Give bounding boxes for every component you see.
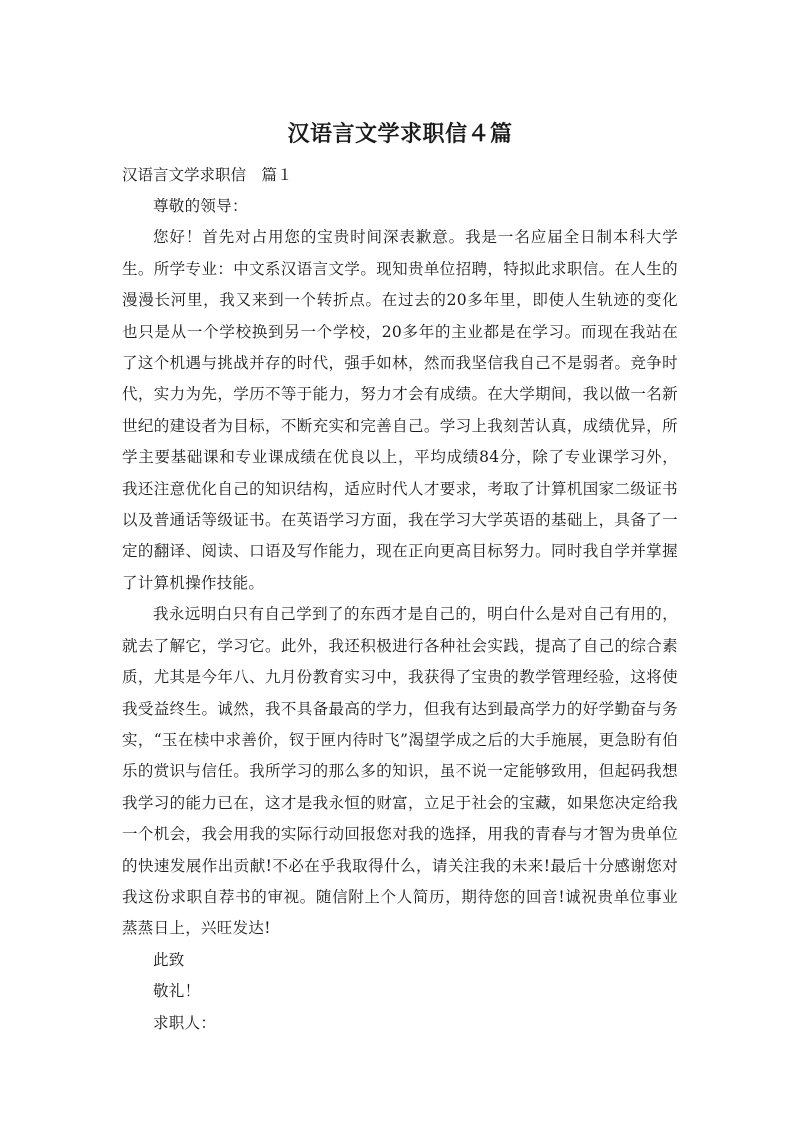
salute: 敬礼！ (153, 982, 201, 1001)
signature-label: 求职人： (153, 1013, 217, 1032)
paragraph-2: 我永远明白只有自己学到了的东西才是自己的，明白什么是对自己有用的，就去了解它，学习它。此外，我还积极进行各种社会实践，提高了自己的综合素质，尤其是今年八、九月份教育实习中，我获得了宝贵的教学管理经验，这将使我受益终生。诚然，我不具备最高的学力，但我有达到最高学力的好学勤奋与务实，“玉在椟中求善价，钗于匣内待时飞”渴望学成之后的大手施展，更急盼有伯乐的赏识与信任。我所学习的那么多的知识，虽不说一定能够致用，但起码我想我学习的能力已在，这才是我永恒的财富，立足于社会的宝藏，如果您决定给我一个机会，我会用我的实际行动回报您对我的选择，用我的青春与才智为贵单位的快速发展作出贡献!不必在乎我取得什么，请关注我的未来!最后十分感谢您对我这份求职自荐书的审视。随信附上个人简历，期待您的回音!诚祝贵单位事业蒸蒸日上，兴旺发达! (122, 605, 678, 938)
paragraph-1: 您好！首先对占用您的宝贵时间深表歉意。我是一名应届全日制本科大学生。所学专业：中文系汉语言文学。现知贵单位招聘，特拟此求职信。在人生的漫漫长河里，我又来到一个转折点。在过去的20多年里，即使人生轨迹的变化也只是从一个学校换到另一个学校，20多年的主业都是在学习。而现在我站在了这个机遇与挑战并存的时代，强手如林，然而我坚信我自己不是弱者。竞争时代，实力为先，学历不等于能力，努力才会有成绩。在大学期间，我以做一名新世纪的建设者为目标，不断充实和完善自己。学习上我刻苦认真，成绩优异，所学主要基础课和专业课成绩在优良以上，平均成绩84分，除了专业课学习外，我还注意优化自己的知识结构，适应时代人才要求，考取了计算机国家二级证书以及普通话等级证书。在英语学习方面，我在学习大学英语的基础上，具备了一定的翻译、阅读、口语及写作能力，现在正向更高目标努力。同时我自学并掌握了计算机操作技能。 (122, 228, 678, 592)
closing: 此致 (153, 950, 185, 969)
salutation: 尊敬的领导： (153, 197, 248, 215)
letter-body (122, 191, 678, 1039)
document-title: 汉语言文学求职信４篇 (287, 122, 513, 147)
document-subtitle: 汉语言文学求职信 篇１ (122, 166, 293, 184)
